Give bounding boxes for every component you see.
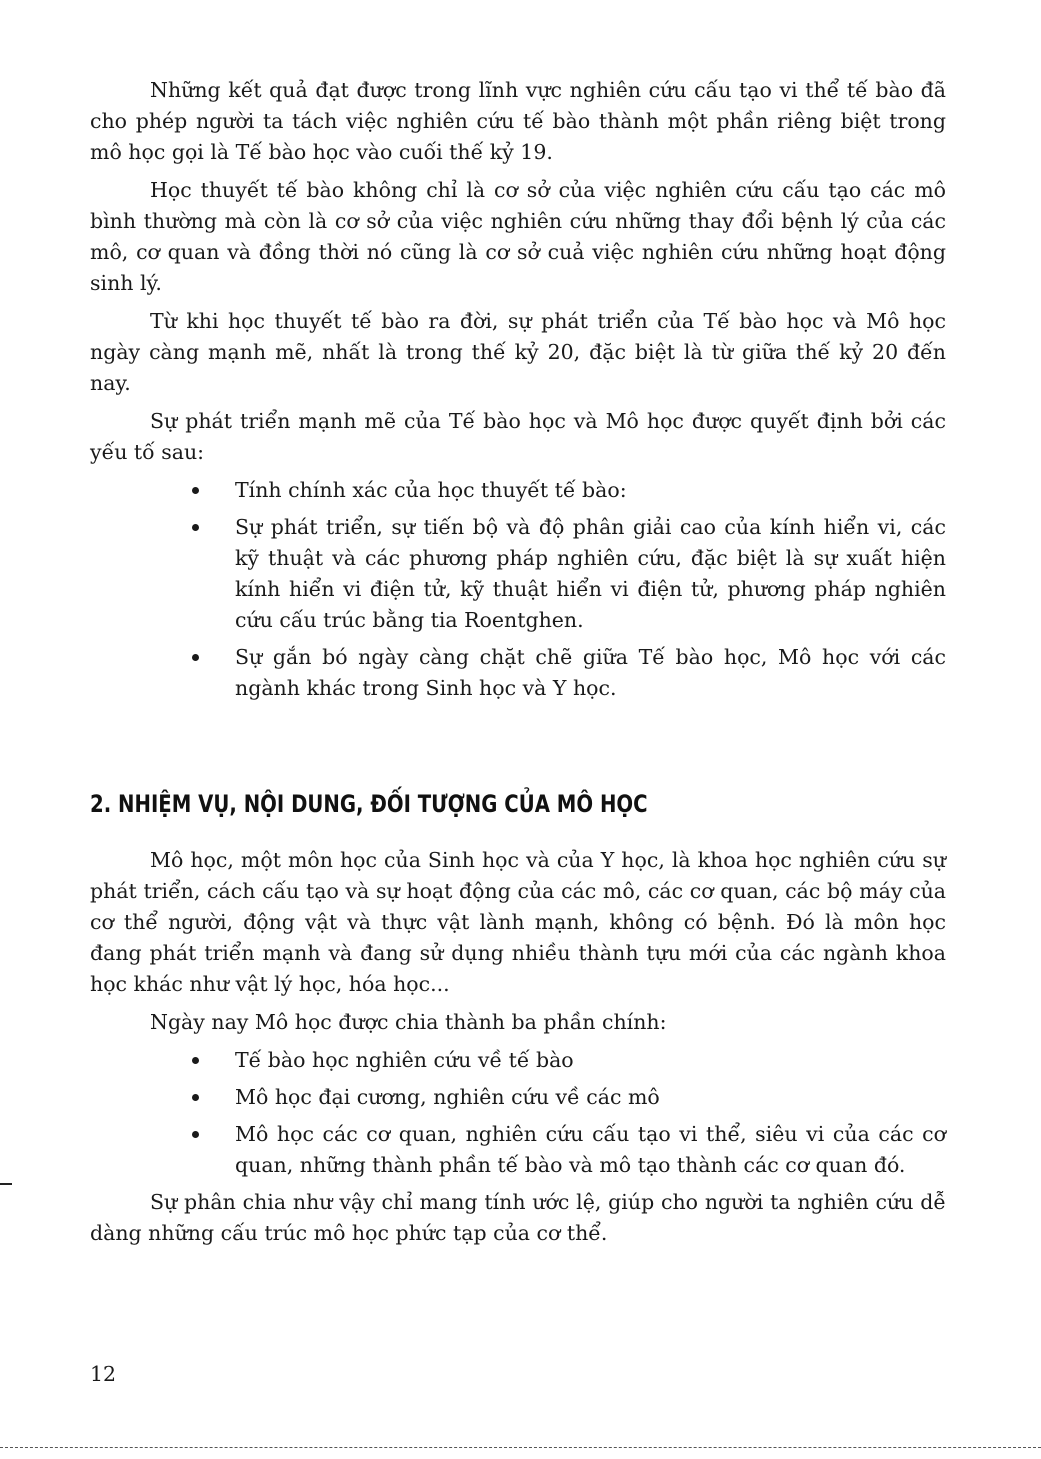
paragraph: Mô học, một môn học của Sinh học và của Y học, là khoa học nghiên cứu sự phát triển, cách cấu tạo và sự hoạt động của các mô, các cơ quan, các bộ máy của cơ thể người, động vật và thực vật lành mạnh, không có bệnh. Đó là môn học đang phát triển mạnh và đang sử dụng nhiều thành tựu mới của các ngành khoa học khác như vật lý học, hóa học...: [90, 848, 946, 996]
list-item: [90, 1045, 946, 1076]
page-number: 12: [90, 1362, 117, 1386]
bullet-icon: [192, 1057, 199, 1064]
paragraph: Học thuyết tế bào không chỉ là cơ sở của việc nghiên cứu cấu tạo các mô bình thường mà còn là cơ sở của việc nghiên cứu những thay đổi bệnh lý của các mô, cơ quan và đồng thời nó cũng là cơ sở cuả việc nghiên cứu những hoạt động sinh lý.: [90, 178, 946, 295]
list-item: [90, 642, 946, 704]
factors-list: [90, 475, 946, 704]
list-item-text: Mô học các cơ quan, nghiên cứu cấu tạo vi thể, siêu vi của các cơ quan, những thành phần tế bào và mô tạo thành các cơ quan đó.: [235, 1122, 946, 1177]
margin-mark: [0, 1183, 12, 1185]
list-item-text: Sự phát triển, sự tiến bộ và độ phân giải cao của kính hiển vi, các kỹ thuật và các phương pháp nghiên cứu, đặc biệt là sự xuất hiện kính hiển vi điện tử, kỹ thuật hiển vi điện tử, phương pháp nghiên cứu cấu trúc bằng tia Roentghen.: [235, 515, 946, 632]
list-item-text: Sự gắn bó ngày càng chặt chẽ giữa Tế bào học, Mô học với các ngành khác trong Sinh học và Y học.: [235, 645, 946, 700]
bullet-icon: [192, 1094, 199, 1101]
list-item-text: Mô học đại cương, nghiên cứu về các mô: [235, 1085, 660, 1109]
bullet-icon: [192, 1131, 199, 1138]
list-item: [90, 475, 946, 506]
divisions-list: [90, 1045, 946, 1181]
paragraph: Từ khi học thuyết tế bào ra đời, sự phát triển của Tế bào học và Mô học ngày càng mạnh mẽ, nhất là trong thế kỷ 20, đặc biệt là từ giữa thế kỷ 20 đến nay.: [90, 309, 946, 395]
list-item: [90, 1119, 946, 1181]
intro-section: [90, 75, 946, 710]
bullet-icon: [192, 524, 199, 531]
bullet-icon: [192, 654, 199, 661]
list-item-text: Tế bào học nghiên cứu về tế bào: [235, 1048, 574, 1072]
list-item: [90, 1082, 946, 1113]
bullet-icon: [192, 487, 199, 494]
paragraph: Ngày nay Mô học được chia thành ba phần chính:: [150, 1010, 667, 1034]
section-heading: 2. NHIỆM VỤ, NỘI DUNG, ĐỐI TƯỢNG CỦA MÔ HỌC: [90, 790, 648, 818]
bottom-rule: [0, 1447, 1041, 1448]
list-item: [90, 512, 946, 636]
section-body: [90, 845, 946, 1249]
list-item-text: Tính chính xác của học thuyết tế bào:: [235, 478, 627, 502]
paragraph: Những kết quả đạt được trong lĩnh vực nghiên cứu cấu tạo vi thể tế bào đã cho phép người ta tách việc nghiên cứu tế bào thành một phần riêng biệt trong mô học gọi là Tế bào học vào cuối thế kỷ 19.: [90, 78, 946, 164]
paragraph: Sự phát triển mạnh mẽ của Tế bào học và Mô học được quyết định bởi các yếu tố sau:: [90, 409, 946, 464]
paragraph: Sự phân chia như vậy chỉ mang tính ước lệ, giúp cho người ta nghiên cứu dễ dàng những cấu trúc mô học phức tạp của cơ thể.: [90, 1190, 946, 1245]
